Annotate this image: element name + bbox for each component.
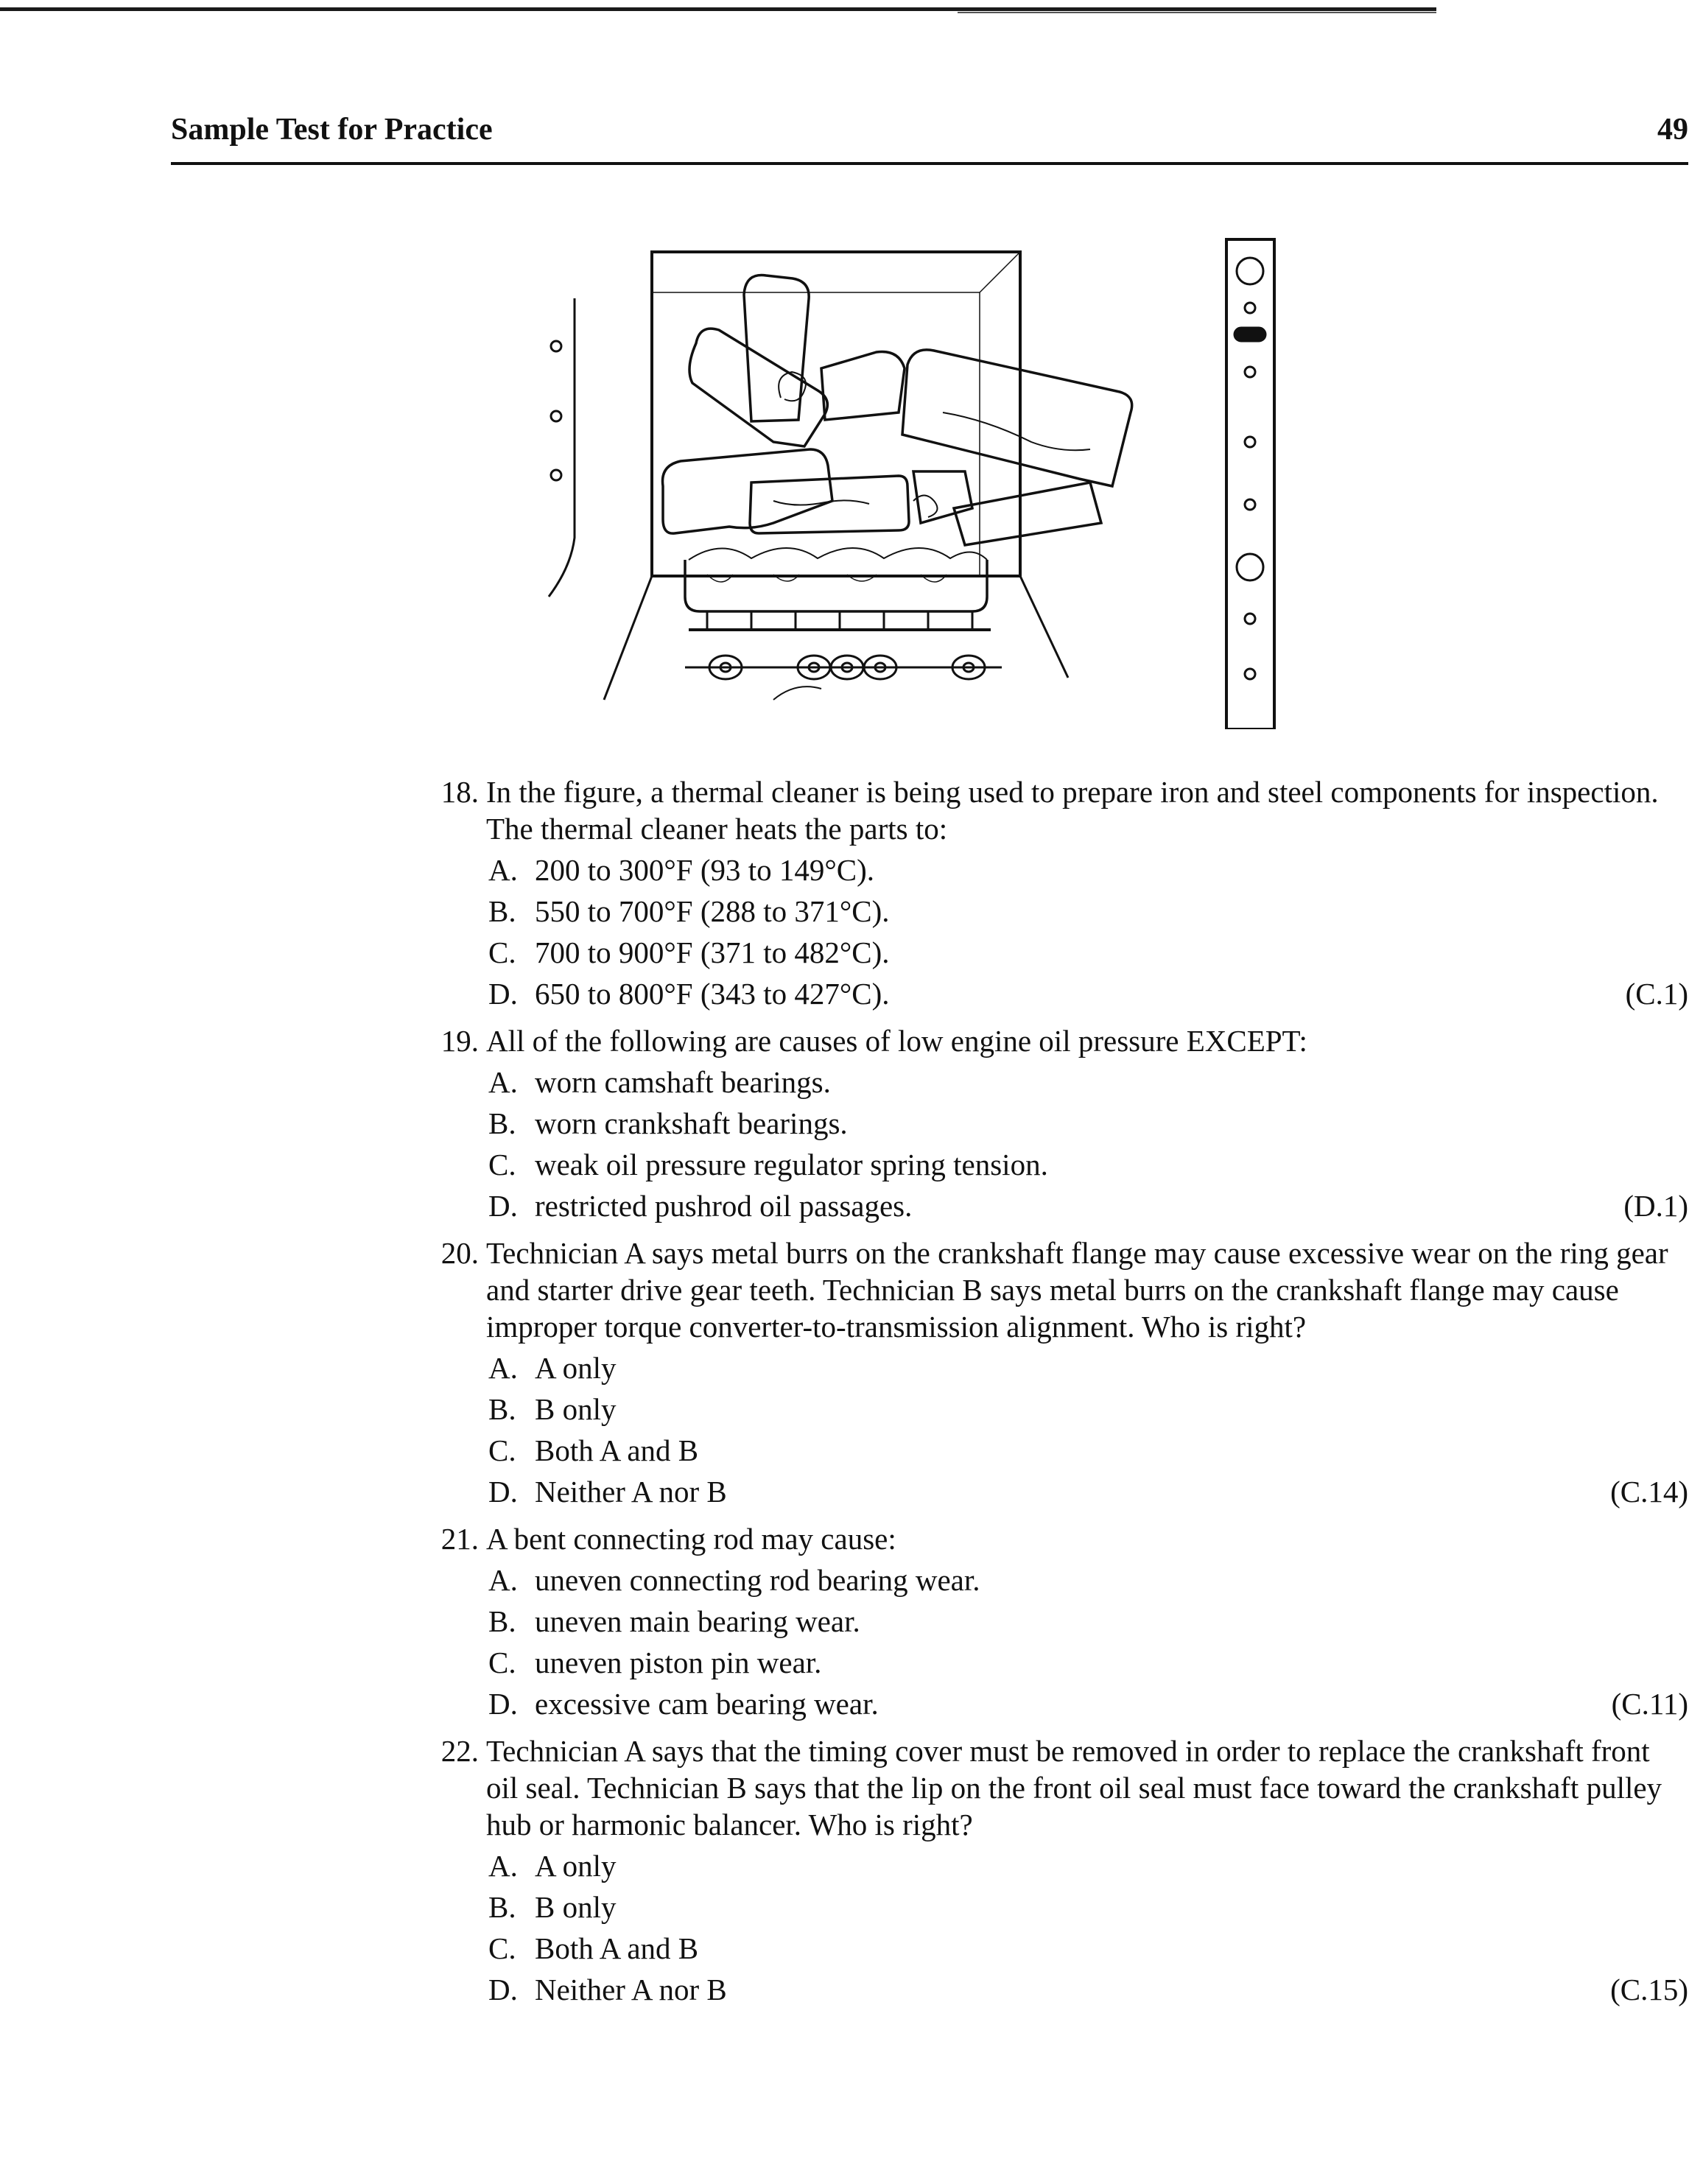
- option-letter: B.: [488, 1890, 516, 1924]
- question-stem: [412, 773, 1688, 847]
- option-text: Both A and B: [535, 1433, 699, 1467]
- page-title: Sample Test for Practice: [171, 113, 493, 147]
- option-text: uneven piston pin wear.: [535, 1646, 822, 1679]
- answer-option: [412, 852, 1688, 888]
- option-text: uneven main bearing wear.: [535, 1604, 860, 1638]
- option-letter: B.: [488, 894, 516, 928]
- answer-option: [412, 1930, 1688, 1967]
- option-letter: A.: [488, 1849, 518, 1883]
- option-letter: C.: [488, 935, 516, 969]
- option-letter: A.: [488, 1351, 518, 1385]
- option-text: Neither A nor B: [535, 1475, 727, 1509]
- option-text: excessive cam bearing wear.: [535, 1687, 879, 1721]
- answer-option: [412, 1644, 1688, 1681]
- answer-option: [412, 1971, 1688, 2008]
- option-letter: D.: [488, 1973, 518, 2006]
- door-left-edge: [549, 298, 575, 597]
- question-stem: [412, 1235, 1688, 1345]
- option-text: worn crankshaft bearings.: [535, 1106, 848, 1140]
- question-text: Technician A says metal burrs on the crankshaft flange may cause excessive wear on the ring gear and starter drive gear teeth. Technician B says metal burrs on the crankshaft flange may cause improper torque converter-to-transmission alignment. Who is right?: [486, 1236, 1668, 1344]
- answer-option: [412, 1473, 1688, 1510]
- question-text: Technician A says that the timing cover must be removed in order to replace the crankshaft front oil seal. Technician B says that the lip on the front oil seal must face toward the crankshaft pulley hub or harmonic balancer. Who is right?: [486, 1734, 1662, 1841]
- thermal-cleaner-illustration: [530, 228, 1289, 729]
- option-letter: C.: [488, 1148, 516, 1181]
- option-text: B only: [535, 1890, 617, 1924]
- option-text: worn camshaft bearings.: [535, 1065, 831, 1099]
- option-letter: A.: [488, 1065, 518, 1099]
- task-reference: (C.11): [1611, 1687, 1688, 1721]
- question-number: 22.: [440, 1734, 479, 1768]
- answer-option: [412, 1146, 1688, 1183]
- answer-option: [412, 1105, 1688, 1142]
- option-text: Neither A nor B: [535, 1973, 727, 2006]
- option-letter: D.: [488, 1475, 518, 1509]
- answer-option: [412, 893, 1688, 930]
- option-letter: B.: [488, 1106, 516, 1140]
- question-21: [412, 1520, 1688, 1722]
- question-number: 18.: [440, 775, 479, 809]
- oven-chamber: [604, 252, 1068, 700]
- option-text: 200 to 300°F (93 to 149°C).: [535, 853, 875, 887]
- burner-manifold: [685, 656, 1002, 700]
- option-text: weak oil pressure regulator spring tension.: [535, 1148, 1048, 1181]
- answer-option: [412, 1349, 1688, 1386]
- page-number: 49: [1657, 113, 1688, 147]
- answer-option: [412, 1847, 1688, 1884]
- option-letter: B.: [488, 1392, 516, 1426]
- question-number: 19.: [440, 1024, 479, 1058]
- answer-option: [412, 1685, 1688, 1722]
- question-19: [412, 1022, 1688, 1224]
- question-stem: [412, 1520, 1688, 1557]
- option-text: 550 to 700°F (288 to 371°C).: [535, 894, 890, 928]
- parts-basket: [685, 548, 991, 630]
- option-letter: C.: [488, 1646, 516, 1679]
- parts-rack: [663, 275, 1132, 545]
- answer-option: [412, 1064, 1688, 1100]
- task-reference: (C.15): [1610, 1973, 1688, 2006]
- answer-option: [412, 934, 1688, 971]
- task-reference: (C.14): [1610, 1475, 1688, 1509]
- option-letter: D.: [488, 1687, 518, 1721]
- option-letter: B.: [488, 1604, 516, 1638]
- top-border-rule-thin: [958, 12, 1436, 13]
- question-22: [412, 1732, 1688, 2008]
- answer-option: [412, 1391, 1688, 1428]
- header-rule: [171, 162, 1688, 165]
- option-letter: C.: [488, 1433, 516, 1467]
- question-number: 20.: [440, 1236, 479, 1270]
- question-number: 21.: [440, 1522, 479, 1556]
- question-text: All of the following are causes of low engine oil pressure EXCEPT:: [486, 1024, 1307, 1058]
- question-text: In the figure, a thermal cleaner is being used to prepare iron and steel components for inspection. The thermal cleaner heats the parts to:: [486, 775, 1659, 846]
- option-letter: D.: [488, 977, 518, 1011]
- top-border-rule: [0, 7, 1436, 11]
- question-20: [412, 1235, 1688, 1510]
- question-stem: [412, 1022, 1688, 1059]
- answer-option: [412, 1889, 1688, 1925]
- option-letter: A.: [488, 1563, 518, 1597]
- question-text: A bent connecting rod may cause:: [486, 1522, 896, 1556]
- option-text: uneven connecting rod bearing wear.: [535, 1563, 980, 1597]
- questions-list: [412, 773, 1688, 2018]
- answer-option: [412, 1562, 1688, 1598]
- option-text: 650 to 800°F (343 to 427°C).: [535, 977, 890, 1011]
- answer-option: [412, 1603, 1688, 1640]
- option-text: B only: [535, 1392, 617, 1426]
- control-panel: [1226, 239, 1274, 729]
- option-letter: C.: [488, 1931, 516, 1965]
- option-letter: D.: [488, 1189, 518, 1223]
- question-18: [412, 773, 1688, 1012]
- option-text: A only: [535, 1351, 617, 1385]
- question-stem: [412, 1732, 1688, 1843]
- task-reference: (C.1): [1625, 977, 1688, 1011]
- option-text: Both A and B: [535, 1931, 699, 1965]
- answer-option: [412, 975, 1688, 1012]
- task-reference: (D.1): [1623, 1189, 1688, 1223]
- page-header: [171, 112, 1688, 164]
- option-text: 700 to 900°F (371 to 482°C).: [535, 935, 890, 969]
- option-text: A only: [535, 1849, 617, 1883]
- option-text: restricted pushrod oil passages.: [535, 1189, 913, 1223]
- answer-option: [412, 1432, 1688, 1469]
- answer-option: [412, 1187, 1688, 1224]
- option-letter: A.: [488, 853, 518, 887]
